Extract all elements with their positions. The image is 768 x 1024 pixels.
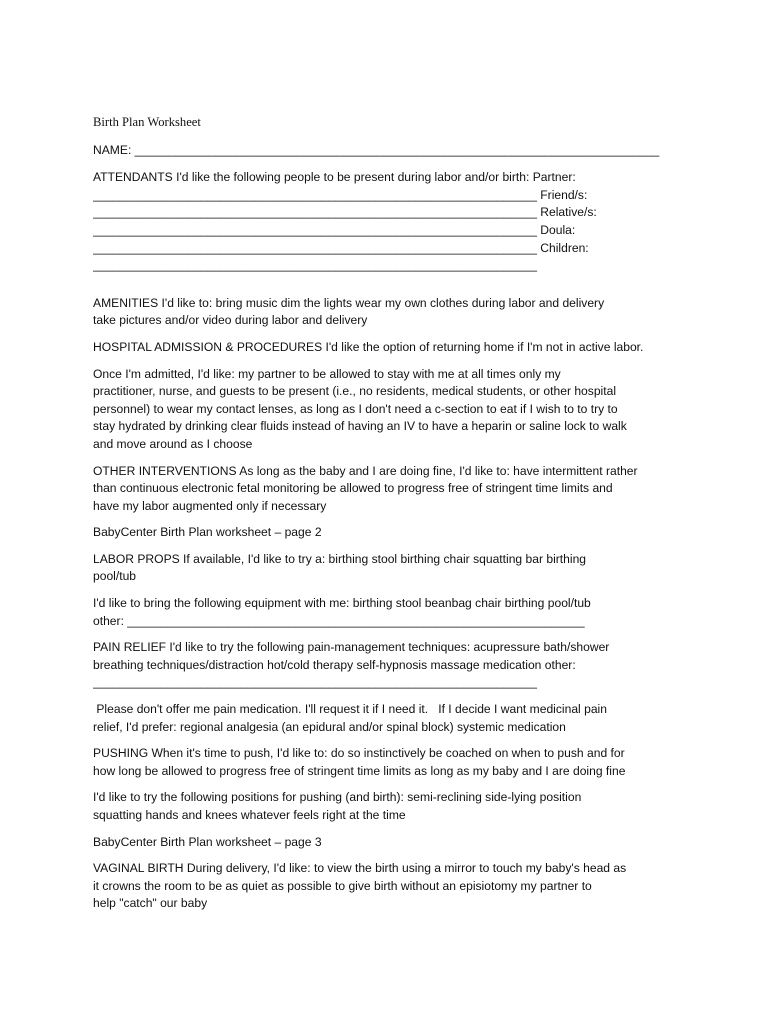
interventions-line: have my labor augmented only if necessary (93, 498, 327, 513)
equipment-line: other: ____________________________________________________________________ (93, 613, 585, 628)
pushing-line: how long be allowed to progress free of stringent time limits as long as my baby and I are doing fine (93, 763, 626, 778)
attendants-line: __________________________________________________________________ Friend/s: (93, 187, 588, 202)
once-admitted-section (93, 366, 675, 454)
pain-relief-line: PAIN RELIEF I'd like to try the following pain-management techniques: acupressure bath/shower (93, 640, 610, 655)
page-2-heading: BabyCenter Birth Plan worksheet – page 2 (93, 525, 322, 540)
amenities-line: take pictures and/or video during labor and delivery (93, 313, 368, 328)
no-medication-line: relief, I'd prefer: regional analgesia (an epidural and/or spinal block) systemic medication (93, 719, 566, 734)
hospital-admission-section (93, 339, 675, 357)
amenities-section (93, 295, 675, 330)
admitted-line: Once I'm admitted, I'd like: my partner to be allowed to stay with me at all times only my (93, 366, 561, 381)
page-3-heading: BabyCenter Birth Plan worksheet – page 3 (93, 834, 322, 849)
admitted-line: stay hydrated by drinking clear fluids instead of having an IV to have a heparin or saline lock to walk (93, 419, 627, 434)
attendants-section (93, 169, 675, 275)
positions-line: I'd like to try the following positions for pushing (and birth): semi-reclining side-lying position (93, 790, 582, 805)
pushing-line: PUSHING When it's time to push, I'd like to: do so instinctively be coached on when to push and for (93, 746, 625, 761)
pain-relief-line: __________________________________________________________________ (93, 675, 537, 690)
pain-relief-section (93, 639, 675, 692)
admitted-line: personnel) to wear my contact lenses, as long as I don't need a c-section to eat if I wish to to try to (93, 401, 618, 416)
vaginal-birth-line: help "catch" our baby (93, 896, 208, 911)
amenities-line: AMENITIES I'd like to: bring music dim the lights wear my own clothes during labor and delivery (93, 295, 605, 310)
attendants-line: __________________________________________________________________ Doula: (93, 222, 576, 237)
admitted-line: practitioner, nurse, and guests to be present (i.e., no residents, medical students, or other hospital (93, 384, 617, 399)
labor-props-section (93, 551, 675, 586)
other-interventions-section (93, 463, 675, 516)
attendants-line: __________________________________________________________________ (93, 258, 537, 273)
name-field-line: NAME: ______________________________________________________________________________ (93, 142, 660, 157)
positions-section (93, 789, 675, 824)
attendants-line: __________________________________________________________________ Children: (93, 240, 589, 255)
document-title: Birth Plan Worksheet (93, 115, 201, 129)
positions-line: squatting hands and knees whatever feels right at the time (93, 808, 406, 822)
interventions-line: than continuous electronic fetal monitoring be allowed to progress free of stringent time limits and (93, 481, 613, 496)
labor-props-line: pool/tub (93, 569, 137, 584)
pain-relief-line: breathing techniques/distraction hot/cold therapy self-hypnosis massage medication other: (93, 657, 576, 672)
no-medication-section (93, 701, 675, 736)
labor-props-line: LABOR PROPS If available, I'd like to try a: birthing stool birthing chair squatting bar birthing (93, 551, 587, 566)
worksheet-content (93, 114, 675, 922)
equipment-section (93, 595, 675, 630)
vaginal-birth-line: VAGINAL BIRTH During delivery, I'd like: to view the birth using a mirror to touch my baby's head as (93, 861, 627, 876)
attendants-line: ATTENDANTS I'd like the following people to be present during labor and/or birth: Partner: (93, 170, 576, 185)
pushing-section (93, 745, 675, 780)
attendants-line: __________________________________________________________________ Relative/s: (93, 205, 597, 220)
vaginal-birth-section (93, 860, 675, 913)
admitted-line: and move around as I choose (93, 436, 253, 451)
no-medication-line: Please don't offer me pain medication. I'll request it if I need it. If I decide I want medicinal pain (93, 702, 607, 717)
hospital-line: HOSPITAL ADMISSION & PROCEDURES I'd like the option of returning home if I'm not in active labor. (93, 339, 644, 354)
equipment-line: I'd like to bring the following equipment with me: birthing stool beanbag chair birthing pool/tub (93, 596, 591, 611)
interventions-line: OTHER INTERVENTIONS As long as the baby and I are doing fine, I'd like to: have intermittent rather (93, 463, 638, 478)
vaginal-birth-line: it crowns the room to be as quiet as possible to give birth without an episiotomy my partner to (93, 878, 592, 893)
